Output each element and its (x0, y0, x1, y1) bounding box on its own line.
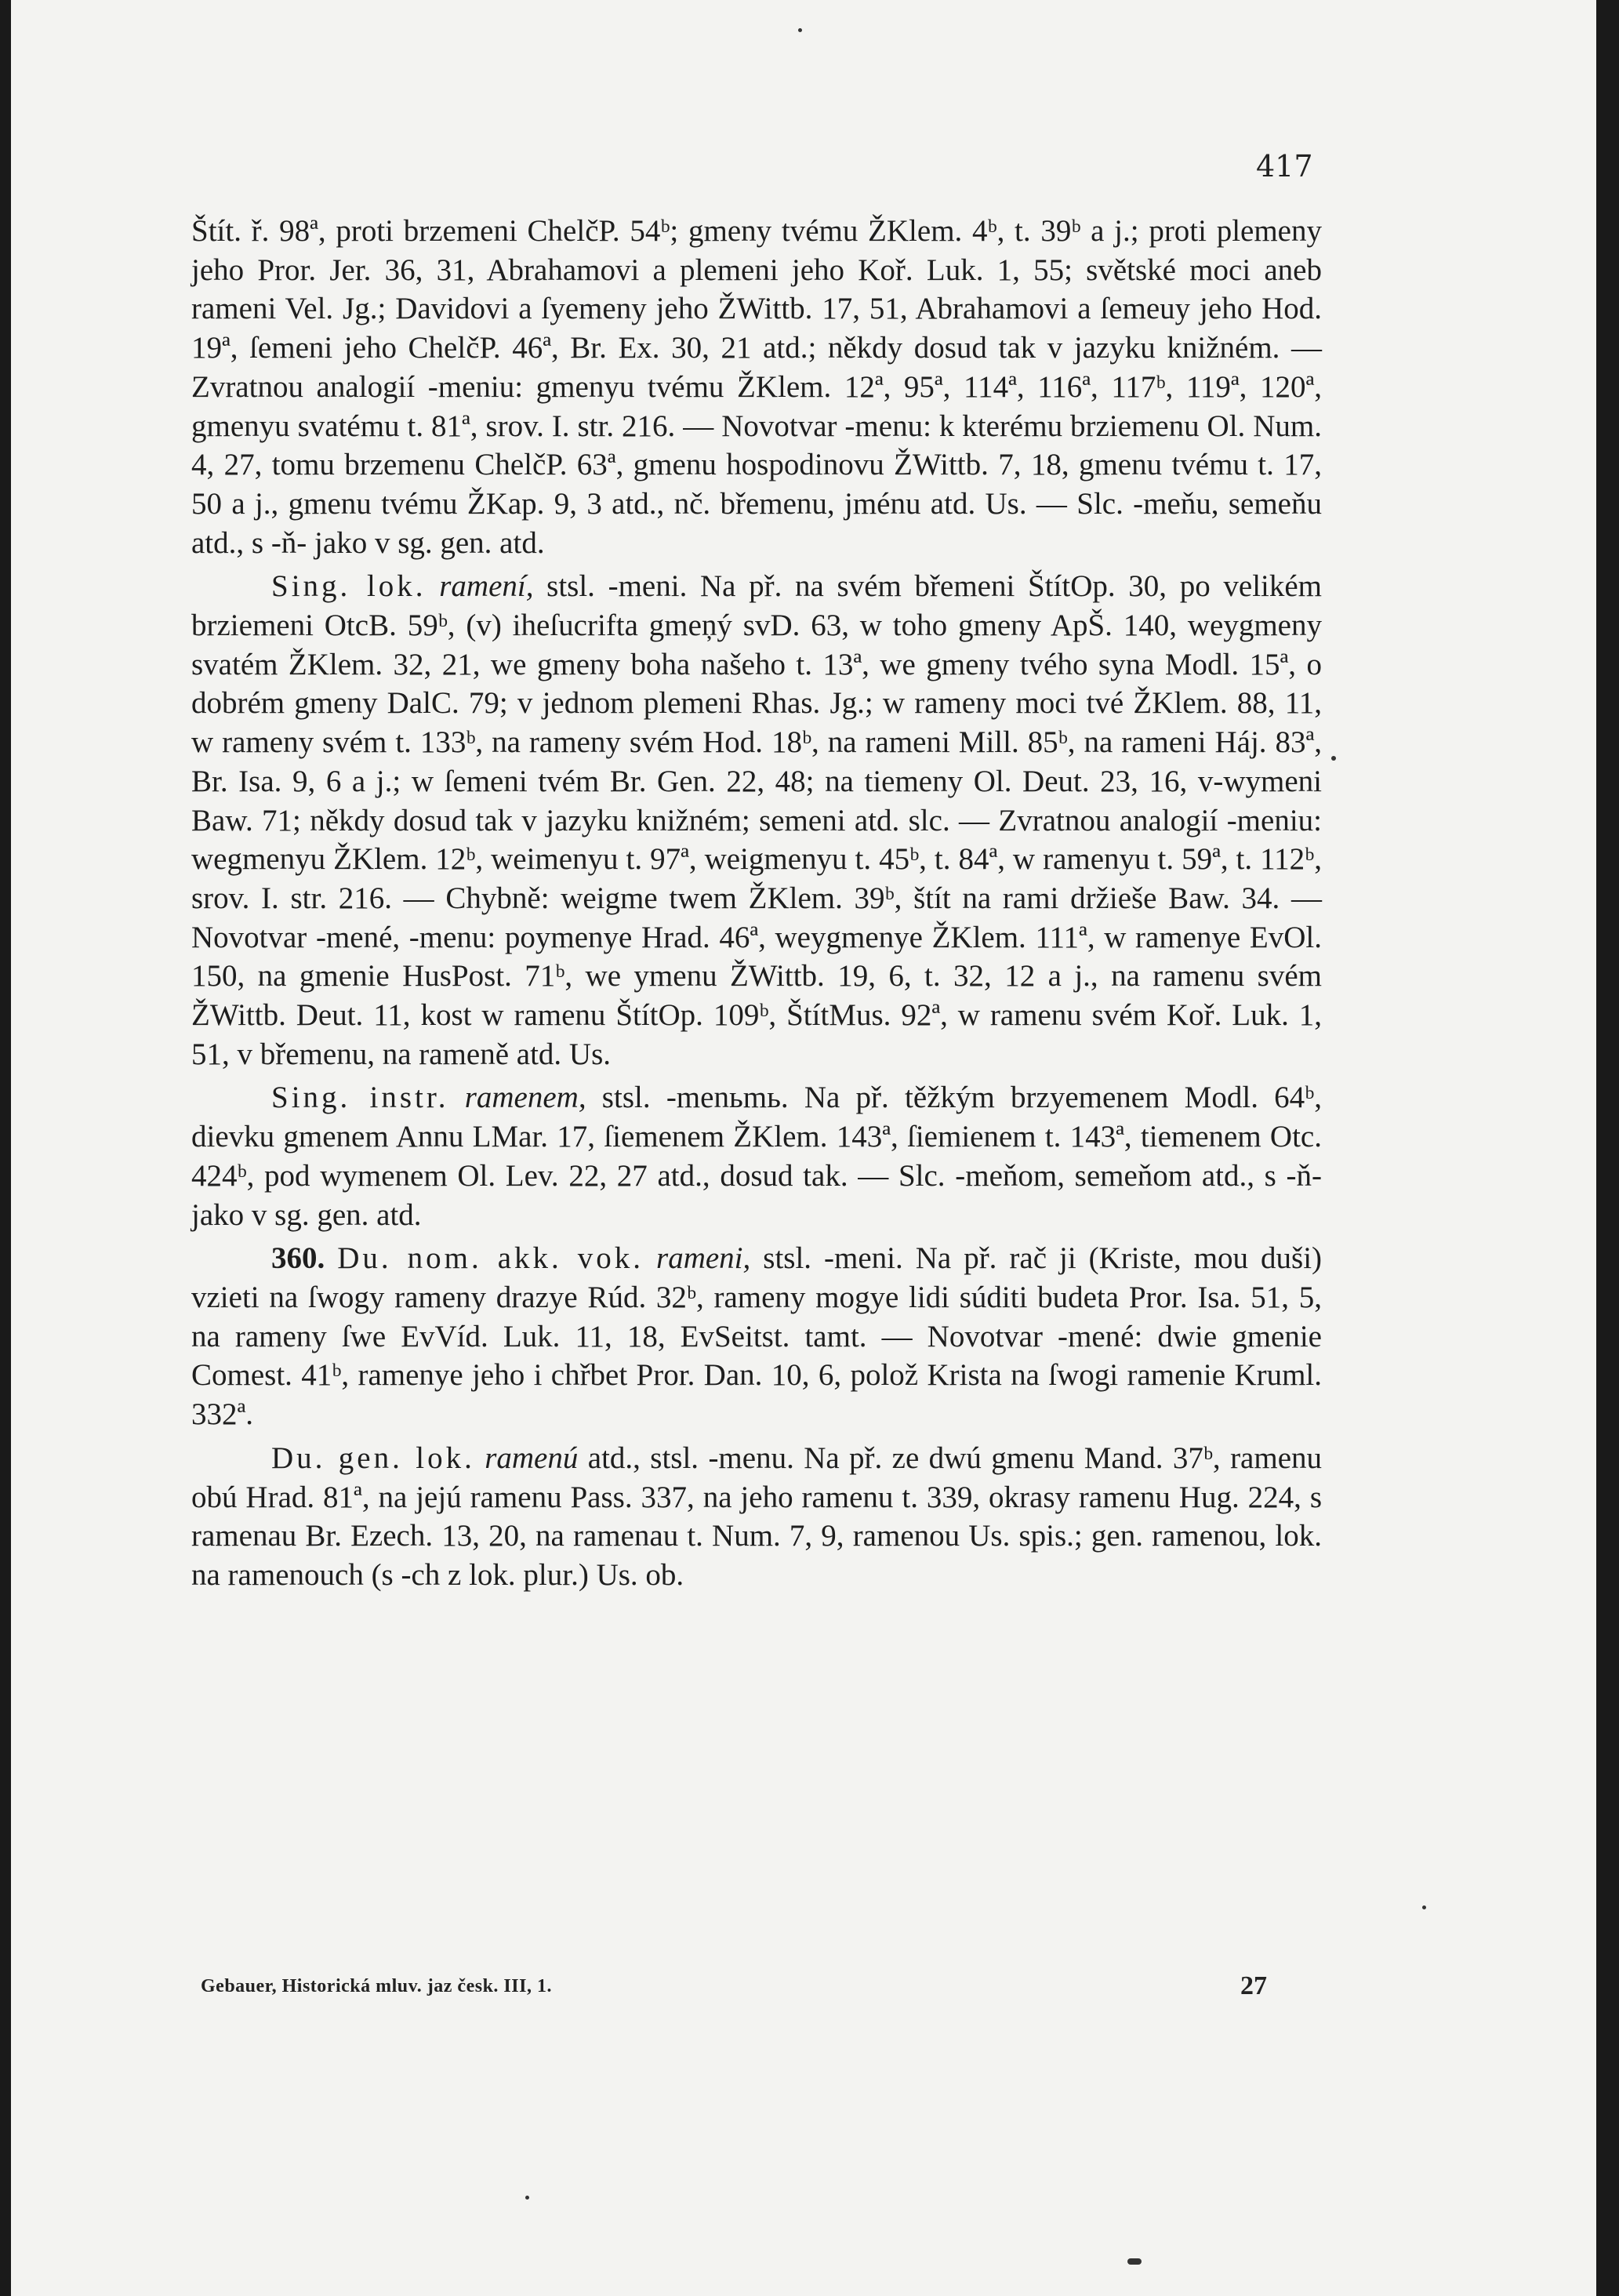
word-form: rameni, (656, 1241, 751, 1276)
case-label: Sing. lok. (271, 569, 427, 604)
page-number: 417 (1256, 149, 1313, 183)
paragraph-text: Štít. ř. 98ª, proti brzemeni ChelčP. 54ᵇ; gmeny tvému ŽKlem. 4ᵇ, t. 39ᵇ a j.; proti plemeny jeho Pror. Jer. 36, 31, Abrahamovi a plemeni jeho Koř. Luk. 1, 55; světské moci aneb rameni Vel. Jg.; Davidovi a ſyemeny jeho ŽWittb. 17, 51, Abrahamovi a ſemeuy jeho Hod. 19ª, ſemeni jeho ChelčP. 46ª, Br. Ex. 30, 21 atd.; někdy dosud tak v jazyku knižném. — Zvratnou analogií -meniu: gmenyu tvému ŽKlem. 12ª, 95ª, 114ª, 116ª, 117ᵇ, 119ª, 120ª, gmenyu svatému t. 81ª, srov. I. str. 216. — Novotvar -menu: k kterému brziemenu Ol. Num. 4, 27, tomu brzemenu ChelčP. 63ª, gmenu hospodinovu ŽWittb. 7, 18, gmenu tvému t. 17, 50 a j., gmenu tvému ŽKap. 9, 3 atd., nč. břemenu, jménu atd. Us. — Slc. -meňu, semeňu atd., s -ň- jako v sg. gen. atd. (191, 214, 1322, 560)
word-form: ramenem, (464, 1081, 586, 1115)
case-label: Du. nom. akk. vok. (337, 1241, 644, 1276)
scan-speck (1127, 2258, 1142, 2265)
paragraph-1 (191, 212, 1322, 562)
scan-speck (1422, 1905, 1426, 1909)
main-text (191, 212, 1322, 1595)
paragraph-text: stsl. -meni. Na př. rač ji (Kriste, mou duši) vzieti na ſwogy rameny drazye Rúd. 32ᵇ, rameny mogye lidi súditi budeta Pror. Isa. 51, 5, na rameny ſwe EvVíd. Luk. 11, 18, EvSeitst. tamt. — Novotvar -mené: dwie gmenie Comest. 41ᵇ, ramenye jeho i chřbet Pror. Dan. 10, 6, polož Krista na ſwogi ramenie Kruml. 332ª. (191, 1241, 1323, 1432)
scan-speck (1331, 756, 1336, 761)
footer-source: Gebauer, Historická mluv. jaz česk. III, 1. (201, 1976, 552, 1996)
scan-right-edge (1596, 0, 1619, 2296)
paragraph-5 (191, 1439, 1322, 1595)
paragraph-3 (191, 1078, 1322, 1234)
case-label: Du. gen. lok. (271, 1440, 475, 1475)
word-form: ramení, (439, 569, 534, 604)
case-label: Sing. instr. (271, 1081, 449, 1115)
scan-speck (798, 28, 802, 32)
paragraph-text: stsl. -menьmь. Na př. těžkým brzyemenem Modl. 64ᵇ, dievku gmenem Annu LMar. 17, ſiemenem ŽKlem. 143ª, ſiemienem t. 143ª, tiemenem Otc. 424ᵇ, pod wymenem Ol. Lev. 22, 27 atd., dosud tak. — Slc. -meňom, semeňom atd., s -ň- jako v sg. gen. atd. (191, 1081, 1322, 1232)
paragraph-text: stsl. -meni. Na př. na svém břemeni ŠtítOp. 30, po velikém brziemeni OtcB. 59ᵇ, (v) iheſucrifta gmeņý svD. 63, w toho gmeny ApŠ. 140, weygmeny svatém ŽKlem. 32, 21, we gmeny boha našeho t. 13ª, we gmeny tvého syna Modl. 15ª, o dobrém gmeny DalC. 79; v jednom plemeni Rhas. Jg.; w rameny moci tvé ŽKlem. 88, 11, w rameny svém t. 133ᵇ, na rameny svém Hod. 18ᵇ, na rameni Mill. 85ᵇ, na rameni Háj. 83ª, Br. Isa. 9, 6 a j.; w ſemeni tvém Br. Gen. 22, 48; na tiemeny Ol. Deut. 23, 16, v-wymeni Baw. 71; někdy dosud tak v jazyku knižném; semeni atd. slc. — Zvratnou analogií -meniu: wegmenyu ŽKlem. 12ᵇ, weimenyu t. 97ª, weigmenyu t. 45ᵇ, t. 84ª, w ramenyu t. 59ª, t. 112ᵇ, srov. I. str. 216. — Chybně: weigme twem ŽKlem. 39ᵇ, štít na rami držieše Baw. 34. — Novotvar -mené, -menu: poymenye Hrad. 46ª, weygmenye ŽKlem. 111ª, w ramenye EvOl. 150, na gmenie HusPost. 71ᵇ, we ymenu ŽWittb. 19, 6, t. 32, 12 a j., na ramenu svém ŽWittb. Deut. 11, kost w ramenu ŠtítOp. 109ᵇ, ŠtítMus. 92ª, w ramenu svém Koř. Luk. 1, 51, v břemenu, na rameně atd. Us. (191, 569, 1323, 1071)
page-footer (201, 1971, 1267, 2000)
book-page (11, 0, 1596, 2296)
word-form: ramenú (485, 1440, 579, 1475)
paragraph-2 (191, 567, 1322, 1074)
scan-speck (525, 2196, 529, 2200)
paragraph-text: atd., stsl. -menu. Na př. ze dwú gmenu Mand. 37ᵇ, ramenu obú Hrad. 81ª, na jejú ramenu Pass. 337, na jeho ramenu t. 339, okrasy ramenu Hug. 224, s ramenau Br. Ezech. 13, 20, na ramenau t. Num. 7, 9, ramenou Us. spis.; gen. ramenou, lok. na ramenouch (s -ch z lok. plur.) Us. ob. (191, 1440, 1323, 1592)
paragraph-4 (191, 1239, 1322, 1434)
scan-left-edge (0, 0, 11, 2296)
section-number: 360. (271, 1241, 325, 1276)
footer-signature-number: 27 (1240, 1971, 1267, 2000)
